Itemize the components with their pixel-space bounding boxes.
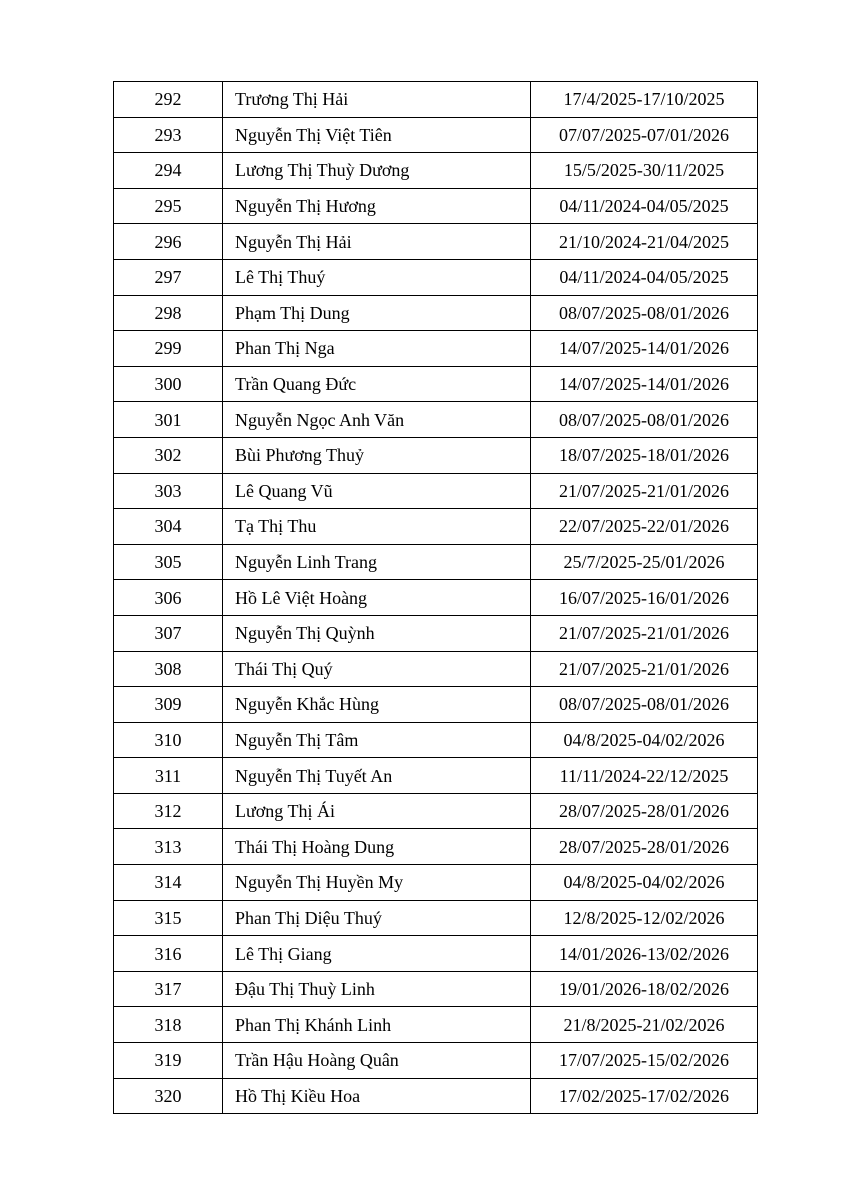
person-name-cell: Phạm Thị Dung [223, 295, 531, 331]
table-row [114, 651, 758, 687]
row-number-cell: 301 [114, 402, 223, 438]
row-number-cell: 300 [114, 366, 223, 402]
person-name-cell: Tạ Thị Thu [223, 509, 531, 545]
row-number-cell: 303 [114, 473, 223, 509]
date-range-cell: 21/07/2025-21/01/2026 [531, 473, 758, 509]
person-name-cell: Nguyễn Linh Trang [223, 544, 531, 580]
date-range-cell: 12/8/2025-12/02/2026 [531, 900, 758, 936]
date-range-cell: 21/07/2025-21/01/2026 [531, 651, 758, 687]
date-range-cell: 04/11/2024-04/05/2025 [531, 188, 758, 224]
row-number-cell: 305 [114, 544, 223, 580]
person-name-cell: Phan Thị Nga [223, 331, 531, 367]
person-name-cell: Nguyễn Ngọc Anh Văn [223, 402, 531, 438]
row-number-cell: 311 [114, 758, 223, 794]
person-name-cell: Thái Thị Hoàng Dung [223, 829, 531, 865]
table-row [114, 722, 758, 758]
row-number-cell: 294 [114, 153, 223, 189]
date-range-cell: 19/01/2026-18/02/2026 [531, 971, 758, 1007]
person-name-cell: Trần Hậu Hoàng Quân [223, 1043, 531, 1079]
date-range-cell: 17/07/2025-15/02/2026 [531, 1043, 758, 1079]
table-row [114, 793, 758, 829]
table-row [114, 473, 758, 509]
row-number-cell: 293 [114, 117, 223, 153]
table-row [114, 117, 758, 153]
date-range-cell: 21/10/2024-21/04/2025 [531, 224, 758, 260]
row-number-cell: 304 [114, 509, 223, 545]
date-range-cell: 16/07/2025-16/01/2026 [531, 580, 758, 616]
person-name-cell: Nguyễn Thị Hương [223, 188, 531, 224]
person-name-cell: Lương Thị Thuỳ Dương [223, 153, 531, 189]
table-row [114, 615, 758, 651]
table-row [114, 687, 758, 723]
row-number-cell: 317 [114, 971, 223, 1007]
records-table-body [114, 82, 758, 1114]
person-name-cell: Nguyễn Thị Quỳnh [223, 615, 531, 651]
row-number-cell: 298 [114, 295, 223, 331]
person-name-cell: Lê Thị Thuý [223, 259, 531, 295]
person-name-cell: Thái Thị Quý [223, 651, 531, 687]
row-number-cell: 308 [114, 651, 223, 687]
date-range-cell: 08/07/2025-08/01/2026 [531, 687, 758, 723]
row-number-cell: 296 [114, 224, 223, 260]
person-name-cell: Lương Thị Ái [223, 793, 531, 829]
table-row [114, 259, 758, 295]
records-table [113, 81, 758, 1114]
person-name-cell: Lê Quang Vũ [223, 473, 531, 509]
date-range-cell: 08/07/2025-08/01/2026 [531, 295, 758, 331]
date-range-cell: 11/11/2024-22/12/2025 [531, 758, 758, 794]
table-row [114, 544, 758, 580]
date-range-cell: 04/8/2025-04/02/2026 [531, 865, 758, 901]
person-name-cell: Phan Thị Khánh Linh [223, 1007, 531, 1043]
date-range-cell: 22/07/2025-22/01/2026 [531, 509, 758, 545]
row-number-cell: 312 [114, 793, 223, 829]
person-name-cell: Nguyễn Thị Huyền My [223, 865, 531, 901]
person-name-cell: Nguyễn Thị Việt Tiên [223, 117, 531, 153]
table-row [114, 295, 758, 331]
table-row [114, 865, 758, 901]
table-row [114, 82, 758, 118]
date-range-cell: 28/07/2025-28/01/2026 [531, 829, 758, 865]
row-number-cell: 307 [114, 615, 223, 651]
date-range-cell: 14/07/2025-14/01/2026 [531, 331, 758, 367]
table-row [114, 331, 758, 367]
table-row [114, 1007, 758, 1043]
table-row [114, 153, 758, 189]
row-number-cell: 306 [114, 580, 223, 616]
row-number-cell: 313 [114, 829, 223, 865]
date-range-cell: 17/4/2025-17/10/2025 [531, 82, 758, 118]
person-name-cell: Nguyễn Thị Hải [223, 224, 531, 260]
row-number-cell: 309 [114, 687, 223, 723]
row-number-cell: 316 [114, 936, 223, 972]
person-name-cell: Nguyễn Khắc Hùng [223, 687, 531, 723]
table-row [114, 1043, 758, 1079]
table-row [114, 224, 758, 260]
date-range-cell: 18/07/2025-18/01/2026 [531, 437, 758, 473]
person-name-cell: Nguyễn Thị Tâm [223, 722, 531, 758]
date-range-cell: 08/07/2025-08/01/2026 [531, 402, 758, 438]
person-name-cell: Nguyễn Thị Tuyết An [223, 758, 531, 794]
date-range-cell: 04/8/2025-04/02/2026 [531, 722, 758, 758]
table-row [114, 366, 758, 402]
person-name-cell: Trương Thị Hải [223, 82, 531, 118]
row-number-cell: 297 [114, 259, 223, 295]
row-number-cell: 295 [114, 188, 223, 224]
person-name-cell: Lê Thị Giang [223, 936, 531, 972]
table-row [114, 936, 758, 972]
person-name-cell: Đậu Thị Thuỳ Linh [223, 971, 531, 1007]
table-row [114, 1078, 758, 1114]
date-range-cell: 21/8/2025-21/02/2026 [531, 1007, 758, 1043]
row-number-cell: 302 [114, 437, 223, 473]
date-range-cell: 28/07/2025-28/01/2026 [531, 793, 758, 829]
date-range-cell: 17/02/2025-17/02/2026 [531, 1078, 758, 1114]
table-row [114, 900, 758, 936]
date-range-cell: 15/5/2025-30/11/2025 [531, 153, 758, 189]
table-row [114, 188, 758, 224]
row-number-cell: 314 [114, 865, 223, 901]
person-name-cell: Phan Thị Diệu Thuý [223, 900, 531, 936]
row-number-cell: 320 [114, 1078, 223, 1114]
row-number-cell: 319 [114, 1043, 223, 1079]
table-row [114, 829, 758, 865]
date-range-cell: 04/11/2024-04/05/2025 [531, 259, 758, 295]
date-range-cell: 25/7/2025-25/01/2026 [531, 544, 758, 580]
row-number-cell: 318 [114, 1007, 223, 1043]
table-row [114, 971, 758, 1007]
table-row [114, 437, 758, 473]
person-name-cell: Bùi Phương Thuỷ [223, 437, 531, 473]
date-range-cell: 21/07/2025-21/01/2026 [531, 615, 758, 651]
date-range-cell: 14/01/2026-13/02/2026 [531, 936, 758, 972]
person-name-cell: Hồ Lê Việt Hoàng [223, 580, 531, 616]
date-range-cell: 14/07/2025-14/01/2026 [531, 366, 758, 402]
table-row [114, 580, 758, 616]
table-row [114, 758, 758, 794]
row-number-cell: 310 [114, 722, 223, 758]
row-number-cell: 292 [114, 82, 223, 118]
table-row [114, 402, 758, 438]
date-range-cell: 07/07/2025-07/01/2026 [531, 117, 758, 153]
row-number-cell: 299 [114, 331, 223, 367]
person-name-cell: Hồ Thị Kiều Hoa [223, 1078, 531, 1114]
row-number-cell: 315 [114, 900, 223, 936]
person-name-cell: Trần Quang Đức [223, 366, 531, 402]
table-row [114, 509, 758, 545]
